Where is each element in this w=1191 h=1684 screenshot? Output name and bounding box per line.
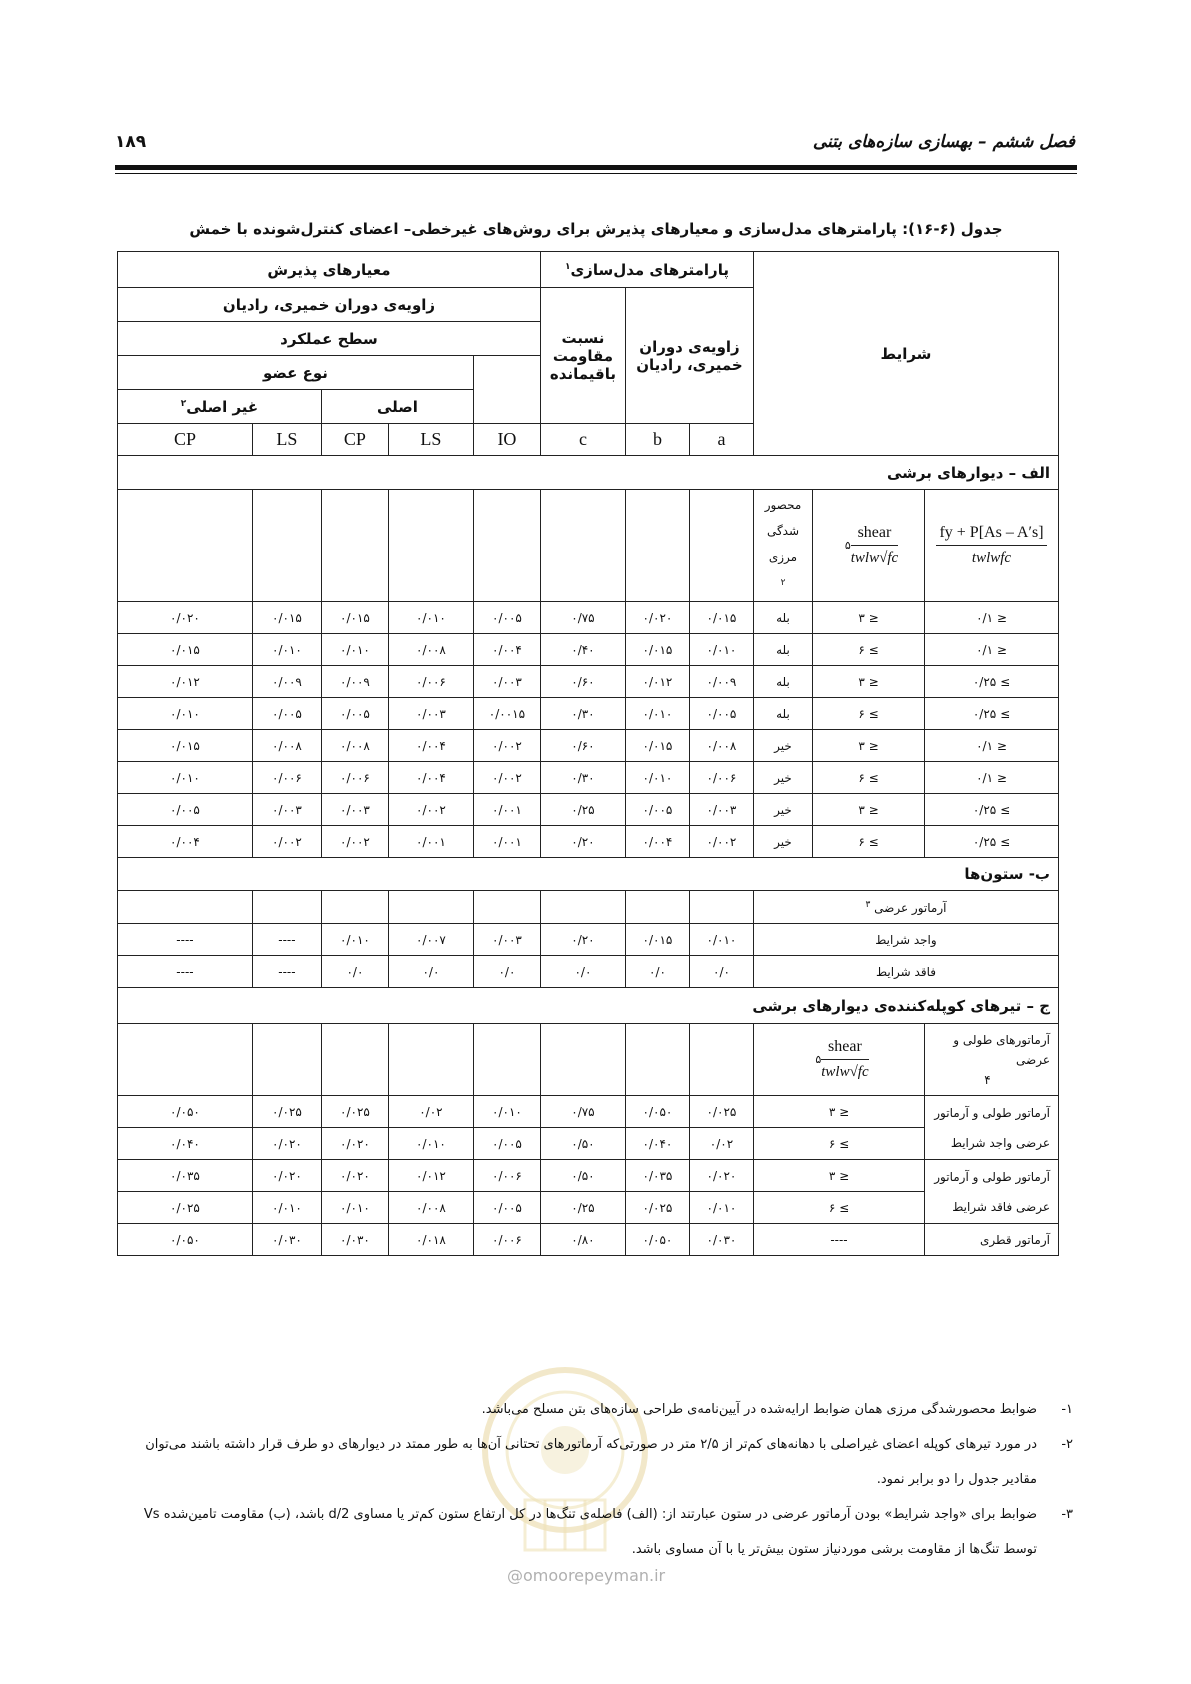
col-code-cp2: CP — [118, 424, 253, 456]
value-cell: ۰/۰۱۰ — [252, 1192, 321, 1224]
shear-ratio-cell: ≥ ۶ — [753, 1192, 924, 1224]
value-cell: ۰/۰۲۰ — [321, 1128, 388, 1160]
value-cell: ۰/۰۰۵ — [625, 794, 689, 826]
axial-ratio-cell: ≤ ۰/۱ — [925, 730, 1059, 762]
section-c-title: ج – تیرهای کوپله‌کننده‌ی دیوارهای برشی — [118, 988, 1059, 1024]
value-cell: ۰/۰۲۰ — [118, 602, 253, 634]
value-cell: ۰/۰۰۵ — [252, 698, 321, 730]
value-cell: ۰/۰۱۲ — [625, 666, 689, 698]
confined-cell: خیر — [753, 730, 812, 762]
value-cell: ۰/۰۴۰ — [118, 1128, 253, 1160]
value-cell: ۰/۳۰ — [540, 698, 625, 730]
value-cell: ۰/۰۳۰ — [252, 1224, 321, 1256]
table-row — [118, 666, 1059, 698]
value-cell: ۰/۰۰۶ — [689, 762, 753, 794]
performance-level-header: سطح عملکرد — [118, 322, 541, 356]
col-code-io: IO — [473, 424, 540, 456]
shear-ratio-cell: ≤ ۳ — [813, 602, 925, 634]
value-cell: ۰/۰۱۰ — [321, 634, 388, 666]
value-cell: ۰/۰۲۰ — [689, 1160, 753, 1192]
value-cell: ۰/۰۰۶ — [321, 762, 388, 794]
value-cell: ۰/۰۲۰ — [252, 1128, 321, 1160]
value-cell: ۰/۰۱۰ — [388, 1128, 473, 1160]
value-cell: ۰/۰۱۰ — [388, 602, 473, 634]
value-cell: ۰/۲۰ — [540, 924, 625, 956]
value-cell: ۰/۲۵ — [540, 794, 625, 826]
confined-cell: بله — [753, 634, 812, 666]
value-cell: ۰/۶۰ — [540, 666, 625, 698]
value-cell: ۰/۰۱۲ — [388, 1160, 473, 1192]
table-row — [118, 1096, 1059, 1128]
page-header — [115, 128, 1075, 158]
confined-cell: بله — [753, 602, 812, 634]
value-cell: ۰/۰۰۳ — [473, 666, 540, 698]
value-cell: ۰/۰۰۶ — [252, 762, 321, 794]
value-cell: ۰/۲۰ — [540, 826, 625, 858]
axial-ratio-cell: ≥ ۰/۲۵ — [925, 826, 1059, 858]
plastic-rotation-header: زاویه‌ی دوران خمیری، رادیان — [118, 288, 541, 322]
value-cell: ۰/۰۲ — [388, 1096, 473, 1128]
value-cell: ۰/۰۴۰ — [625, 1128, 689, 1160]
value-cell: ۰/۰۰۴ — [118, 826, 253, 858]
watermark-text: @omoorepeyman.ir — [507, 1566, 666, 1585]
table-row — [118, 1160, 1059, 1192]
confined-cell: بله — [753, 698, 812, 730]
value-cell: ---- — [252, 924, 321, 956]
value-cell: ۰/۰۰۲ — [473, 762, 540, 794]
value-cell: ۰/۰۲۰ — [252, 1160, 321, 1192]
value-cell: ۰/۰ — [473, 956, 540, 988]
table-row — [118, 924, 1059, 956]
value-cell: ۰/۰۱۰ — [321, 1192, 388, 1224]
value-cell: ۰/۰۰۳ — [252, 794, 321, 826]
section-c-rows — [118, 1096, 1059, 1256]
value-cell: ۰/۰۰۴ — [388, 730, 473, 762]
value-cell: ۰/۰۰۹ — [252, 666, 321, 698]
value-cell: ۰/۰۱۸ — [388, 1224, 473, 1256]
value-cell: ۰/۰۰۳ — [388, 698, 473, 730]
value-cell: ۰/۵۰ — [540, 1160, 625, 1192]
value-cell: ۰/۰۱۵ — [321, 602, 388, 634]
value-cell: ۰/۰۰۶ — [388, 666, 473, 698]
value-cell: ۰/۴۰ — [540, 634, 625, 666]
value-cell: ۰/۰۱۰ — [625, 762, 689, 794]
acceptance-table — [117, 251, 1059, 1256]
header-rule-thin — [115, 173, 1077, 174]
value-cell: ۰/۰۱۰ — [689, 1192, 753, 1224]
value-cell: ۰/۳۰ — [540, 762, 625, 794]
axial-ratio-cell: ≥ ۰/۲۵ — [925, 698, 1059, 730]
table-caption: جدول (۶-۱۶): پارامترهای مدل‌سازی و معیارهای پذیرش برای روش‌های غیرخطی– اعضای کنترل‌شونده با خمش — [189, 220, 1003, 238]
shear-formula-c: $\frac{\text{shear}}{\text{twlw√fc}}$ ۵ — [753, 1024, 924, 1096]
value-cell: ۰/۰۰۴ — [625, 826, 689, 858]
value-cell: ۰/۰۱۵ — [625, 924, 689, 956]
axial-formula-header — [925, 490, 1059, 602]
shear-ratio-cell: ≥ ۶ — [813, 826, 925, 858]
primary-header: اصلی — [321, 390, 473, 424]
value-cell: ۰/۰۵۰ — [118, 1096, 253, 1128]
header-rule — [115, 165, 1077, 170]
plastic-rotation-ab-header: زاویه‌ی دوران خمیری، رادیان — [625, 288, 753, 424]
confined-header: محصور شدگی مرزی $^۲$ — [753, 490, 812, 602]
coupling-reinf-label: آرماتور قطری — [925, 1224, 1059, 1256]
value-cell: ۰/۰۰۵ — [473, 602, 540, 634]
value-cell: ۰/۰۱۲ — [118, 666, 253, 698]
value-cell: ۰/۰۱۵ — [252, 602, 321, 634]
io-spacer — [473, 356, 540, 424]
value-cell: ۰/۰۲۰ — [321, 1160, 388, 1192]
value-cell: ۰/۰۰۸ — [689, 730, 753, 762]
table-row — [118, 634, 1059, 666]
value-cell: ---- — [118, 924, 253, 956]
axial-ratio-cell: ≥ ۰/۲۵ — [925, 666, 1059, 698]
section-b-title: ب- ستون‌ها — [118, 858, 1059, 891]
col-code-c: c — [540, 424, 625, 456]
shear-ratio-cell: ≥ ۶ — [813, 634, 925, 666]
value-cell: ---- — [252, 956, 321, 988]
shear-ratio-cell: ---- — [753, 1224, 924, 1256]
value-cell: ۰/۰۱۵ — [118, 730, 253, 762]
value-cell: ۰/۰۱۵ — [625, 730, 689, 762]
value-cell: ۰/۵۰ — [540, 1128, 625, 1160]
value-cell: ۰/۰۰۶ — [473, 1160, 540, 1192]
coupling-reinf-label: آرماتور طولی و آرماتور عرضی واجد شرایط — [925, 1096, 1059, 1160]
modeling-params-header: پارامترهای مدل‌سازی$^۱$ — [540, 252, 753, 288]
value-cell: ۰/۰۰۲ — [252, 826, 321, 858]
value-cell: ۰/۰۰۲ — [689, 826, 753, 858]
value-cell: ۰/۰۰۵ — [321, 698, 388, 730]
value-cell: ۰/۰۲۰ — [625, 602, 689, 634]
value-cell: ۰/۰۰۵ — [473, 1128, 540, 1160]
value-cell: ۰/۰۳۰ — [321, 1224, 388, 1256]
column-condition-cell: واجد شرایط — [753, 924, 1058, 956]
value-cell: ۰/۰۱۰ — [118, 698, 253, 730]
shear-ratio-cell: ≤ ۳ — [753, 1096, 924, 1128]
transverse-header: آرماتور عرضی $^۳$ — [753, 891, 1058, 924]
conditions-header: شرایط — [753, 252, 1058, 456]
value-cell: ۰/۰۰۳ — [689, 794, 753, 826]
shear-ratio-cell: ≤ ۳ — [813, 666, 925, 698]
axial-ratio-cell: ≥ ۰/۲۵ — [925, 794, 1059, 826]
table-row — [118, 794, 1059, 826]
value-cell: ۰/۰۰۴ — [473, 634, 540, 666]
value-cell: ۰/۰۵۰ — [118, 1224, 253, 1256]
value-cell: ۰/۷۵ — [540, 1096, 625, 1128]
footnote-2: ۲- در مورد تیرهای کوپله اعضای غیراصلی با دهانه‌های کم‌تر از ۲/۵ متر در صورتی‌که آرماتورهای تحتانی آن‌ها به طور ممتد در دیوارهای دو طرف قرار داشته باشند می‌توان مقادیر جدول را دو برابر نمود. — [145, 1437, 1073, 1487]
member-type-header: نوع عضو — [118, 356, 474, 390]
value-cell: ۰/۰۱۵ — [625, 634, 689, 666]
table-row — [118, 1224, 1059, 1256]
value-cell: ۰/۰۰۸ — [252, 730, 321, 762]
table-row — [118, 602, 1059, 634]
value-cell: ۰/۰۰۶ — [473, 1224, 540, 1256]
coupling-reinf-label: آرماتور طولی و آرماتور عرضی فاقد شرایط — [925, 1160, 1059, 1224]
table-row — [118, 698, 1059, 730]
col-code-b: b — [625, 424, 689, 456]
value-cell: ۰/۰۰۱ — [473, 826, 540, 858]
footnotes — [115, 1392, 1077, 1567]
value-cell: ۰/۰۰۵ — [473, 1192, 540, 1224]
section-a-rows — [118, 602, 1059, 858]
value-cell: ۰/۰۰۴ — [388, 762, 473, 794]
table-row — [118, 1192, 1059, 1224]
value-cell: ۰/۰۳۵ — [118, 1160, 253, 1192]
axial-formula: $\frac{[As - A's]fy + P}{\text{twlwfc}}$ — [936, 524, 1046, 567]
value-cell: ۰/۰۰۲ — [388, 794, 473, 826]
value-cell: ۰/۰۵۰ — [625, 1224, 689, 1256]
value-cell: ۰/۰۰۲ — [321, 826, 388, 858]
value-cell: ۰/۰۲۵ — [689, 1096, 753, 1128]
chapter-title: فصل ششم – بهسازی سازه‌های بتنی — [812, 132, 1075, 152]
section-b-rows — [118, 924, 1059, 988]
value-cell: ۰/۰۰۸ — [321, 730, 388, 762]
value-cell: ۰/۰۳۵ — [625, 1160, 689, 1192]
confined-cell: خیر — [753, 762, 812, 794]
secondary-header: غیر اصلی$^۲$ — [118, 390, 322, 424]
reinf-header: آرماتورهای طولی و عرضی ۴ — [925, 1024, 1059, 1096]
shear-ratio-cell: ≥ ۶ — [813, 762, 925, 794]
value-cell: ---- — [118, 956, 253, 988]
value-cell: ۰/۲۵ — [540, 1192, 625, 1224]
value-cell: ۰/۰۱۰ — [473, 1096, 540, 1128]
table-row — [118, 762, 1059, 794]
col-code-cp: CP — [321, 424, 388, 456]
value-cell: ۰/۰۲ — [689, 1128, 753, 1160]
table-row — [118, 956, 1059, 988]
value-cell: ۰/۰۱۵ — [118, 634, 253, 666]
shear-ratio-cell: ≥ ۶ — [813, 698, 925, 730]
shear-ratio-cell: ≥ ۶ — [753, 1128, 924, 1160]
value-cell: ۰/۰۲۵ — [321, 1096, 388, 1128]
table-row — [118, 826, 1059, 858]
confined-cell: خیر — [753, 826, 812, 858]
value-cell: ۰/۰۰۸ — [388, 1192, 473, 1224]
footnote-3: ۳- ضوابط برای «واجد شرایط» بودن آرماتور عرضی در ستون عبارتند از: (الف) فاصله‌ی تنگ‌ها در کل ارتفاع ستون کم‌تر یا مساوی d/2 باشد، (ب) مقاومت تامین‌شده Vs توسط تنگ‌ها از مقاومت برشی موردنیاز ستون بیش‌تر یا با آن مساوی باشد. — [143, 1507, 1073, 1557]
table-row — [118, 730, 1059, 762]
value-cell: ۰/۰۰۱ — [473, 794, 540, 826]
value-cell: ۰/۰۰۷ — [388, 924, 473, 956]
value-cell: ۰/۰۵۰ — [625, 1096, 689, 1128]
value-cell: ۰/۰۱۰ — [689, 634, 753, 666]
axial-ratio-cell: ≤ ۰/۱ — [925, 634, 1059, 666]
value-cell: ۰/۰۰۵ — [118, 794, 253, 826]
value-cell: ۰/۰ — [321, 956, 388, 988]
value-cell: ۰/۰۰۱۵ — [473, 698, 540, 730]
value-cell: ۰/۰۰۳ — [321, 794, 388, 826]
column-condition-cell: فاقد شرایط — [753, 956, 1058, 988]
value-cell: ۰/۰۱۰ — [321, 924, 388, 956]
value-cell: ۰/۰ — [625, 956, 689, 988]
col-code-ls: LS — [388, 424, 473, 456]
axial-ratio-cell: ≤ ۰/۱ — [925, 762, 1059, 794]
shear-formula-header: $\frac{\text{shear}}{\text{twlw√fc}}$ ۵ — [813, 490, 925, 602]
axial-ratio-cell: ≤ ۰/۱ — [925, 602, 1059, 634]
shear-ratio-cell: ≤ ۳ — [813, 794, 925, 826]
value-cell: ۰/۰۲۵ — [118, 1192, 253, 1224]
value-cell: ۰/۰۲۵ — [252, 1096, 321, 1128]
value-cell: ۰/۶۰ — [540, 730, 625, 762]
value-cell: ۰/۰۰۹ — [689, 666, 753, 698]
value-cell: ۰/۰۱۰ — [689, 924, 753, 956]
value-cell: ۰/۰۳۰ — [689, 1224, 753, 1256]
value-cell: ۰/۰۱۵ — [689, 602, 753, 634]
shear-ratio-cell: ≤ ۳ — [813, 730, 925, 762]
value-cell: ۰/۰ — [540, 956, 625, 988]
residual-ratio-header: نسبت مقاومت باقیمانده — [540, 288, 625, 424]
value-cell: ۰/۰۰۳ — [473, 924, 540, 956]
value-cell: ۰/۸۰ — [540, 1224, 625, 1256]
value-cell: ۰/۰۰۵ — [689, 698, 753, 730]
acceptance-header: معیارهای پذیرش — [118, 252, 541, 288]
confined-cell: بله — [753, 666, 812, 698]
confined-cell: خیر — [753, 794, 812, 826]
shear-ratio-cell: ≤ ۳ — [753, 1160, 924, 1192]
value-cell: ۰/۰۱۰ — [252, 634, 321, 666]
footnote-1: ۱- ضوابط محصورشدگی مرزی همان ضوابط ارایه‌شده در آیین‌نامه‌ی طراحی سازه‌های بتن مسلح می‌باشد. — [481, 1402, 1073, 1417]
value-cell: ۰/۰ — [388, 956, 473, 988]
col-code-a: a — [689, 424, 753, 456]
value-cell: ۰/۰۰۲ — [473, 730, 540, 762]
value-cell: ۰/۰۱۰ — [118, 762, 253, 794]
value-cell: ۰/۰۰۱ — [388, 826, 473, 858]
value-cell: ۰/۰۰۸ — [388, 634, 473, 666]
value-cell: ۰/۰۱۰ — [625, 698, 689, 730]
table-row — [118, 1128, 1059, 1160]
section-a-title: الف – دیوارهای برشی — [118, 456, 1059, 490]
value-cell: ۰/۰۲۵ — [625, 1192, 689, 1224]
value-cell: ۰/۰ — [689, 956, 753, 988]
value-cell: ۰/۷۵ — [540, 602, 625, 634]
col-code-ls2: LS — [252, 424, 321, 456]
page-number: ۱۸۹ — [115, 132, 147, 152]
value-cell: ۰/۰۰۹ — [321, 666, 388, 698]
